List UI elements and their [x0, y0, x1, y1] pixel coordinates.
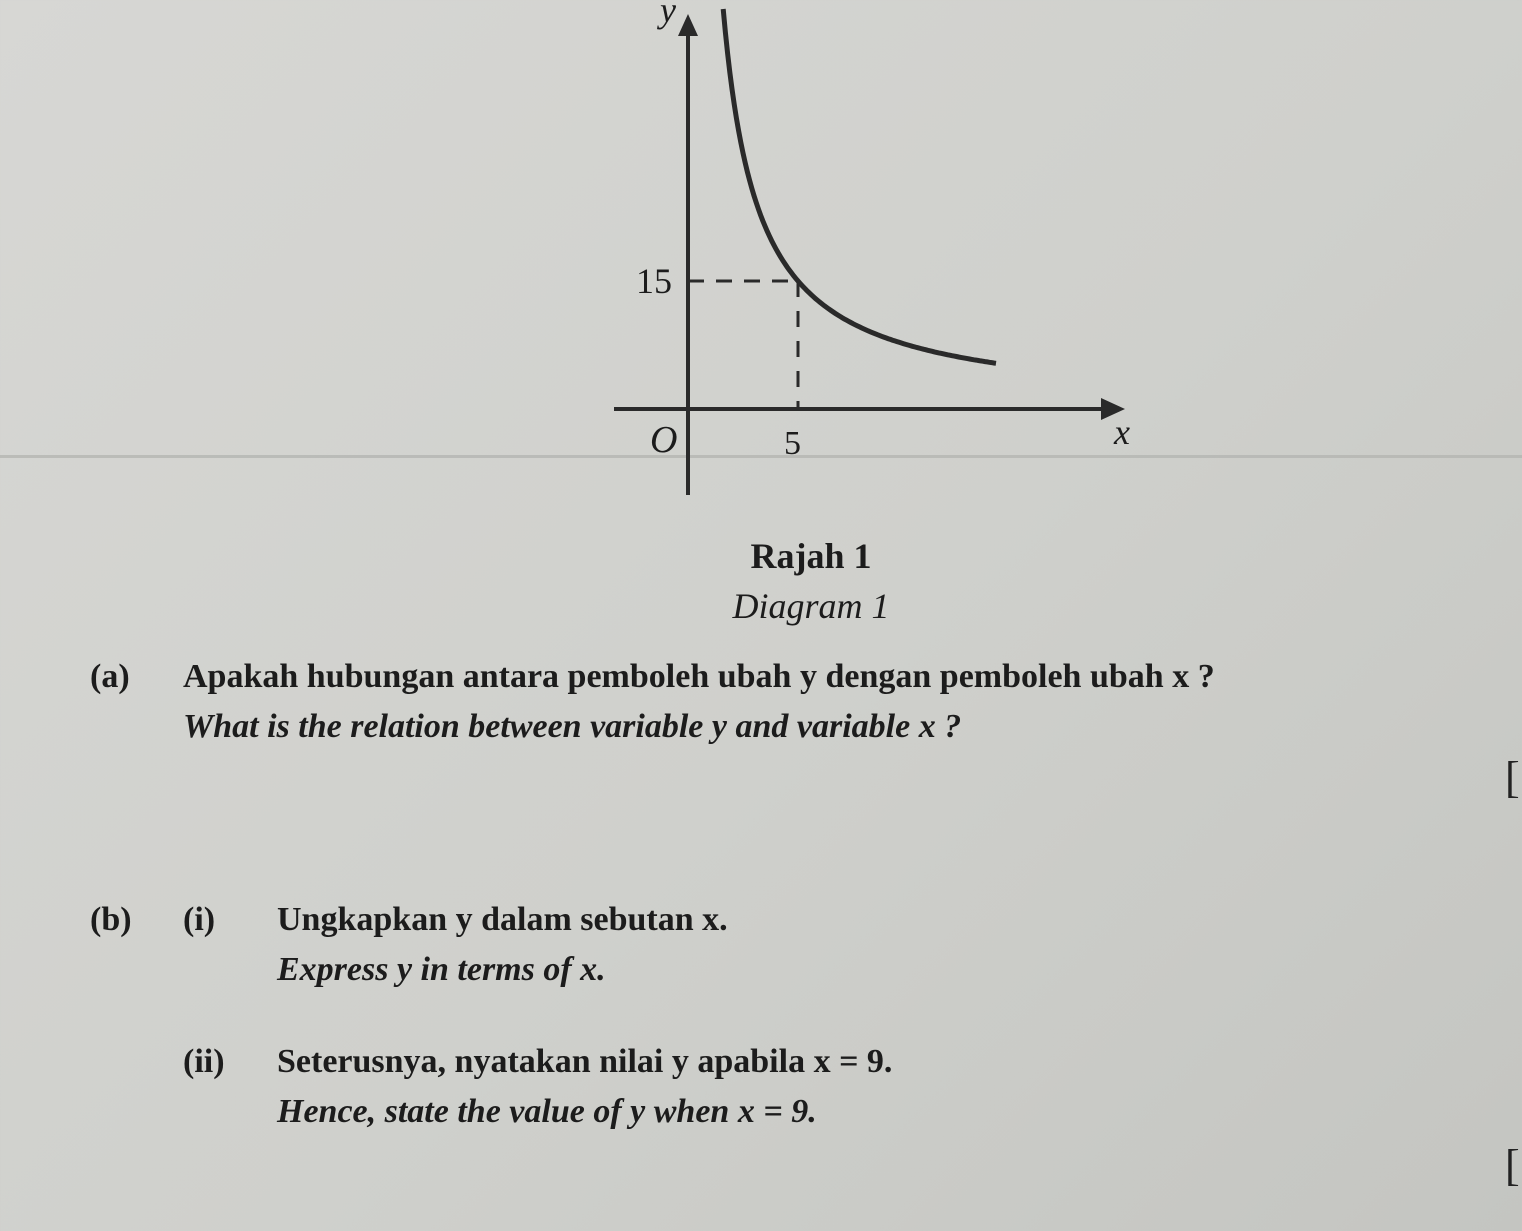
question-a-label: (a) [90, 658, 130, 695]
question-b-ii-label: (ii) [183, 1043, 225, 1080]
question-b-i-text-english: Express y in terms of x. [277, 951, 606, 988]
inverse-curve [723, 9, 996, 363]
y-axis-arrow [678, 14, 698, 36]
marks-bracket-2: [ [1505, 1141, 1520, 1190]
question-a-text-malay: Apakah hubungan antara pemboleh ubah y dengan pemboleh ubah x ? [183, 658, 1215, 695]
question-b-i-label: (i) [183, 901, 216, 938]
inverse-variation-graph [0, 0, 1522, 520]
question-b-ii-text-english: Hence, state the value of y when x = 9. [277, 1093, 817, 1130]
question-b-ii-text-malay: Seterusnya, nyatakan nilai y apabila x = 9. [277, 1043, 893, 1080]
y-axis-label: y [660, 0, 676, 30]
diagram-caption-malay: Rajah 1 [750, 536, 872, 576]
question-a-text-english: What is the relation between variable y and variable x ? [183, 708, 962, 745]
question-b-i-text-malay: Ungkapkan y dalam sebutan x. [277, 901, 728, 938]
x-tick-label: 5 [784, 425, 801, 462]
y-tick-label: 15 [636, 261, 672, 301]
diagram-caption-english: Diagram 1 [732, 586, 890, 626]
question-b-label: (b) [90, 901, 132, 938]
marks-bracket: [ [1505, 753, 1520, 802]
origin-label: O [650, 419, 678, 461]
x-axis-label: x [1114, 412, 1130, 452]
